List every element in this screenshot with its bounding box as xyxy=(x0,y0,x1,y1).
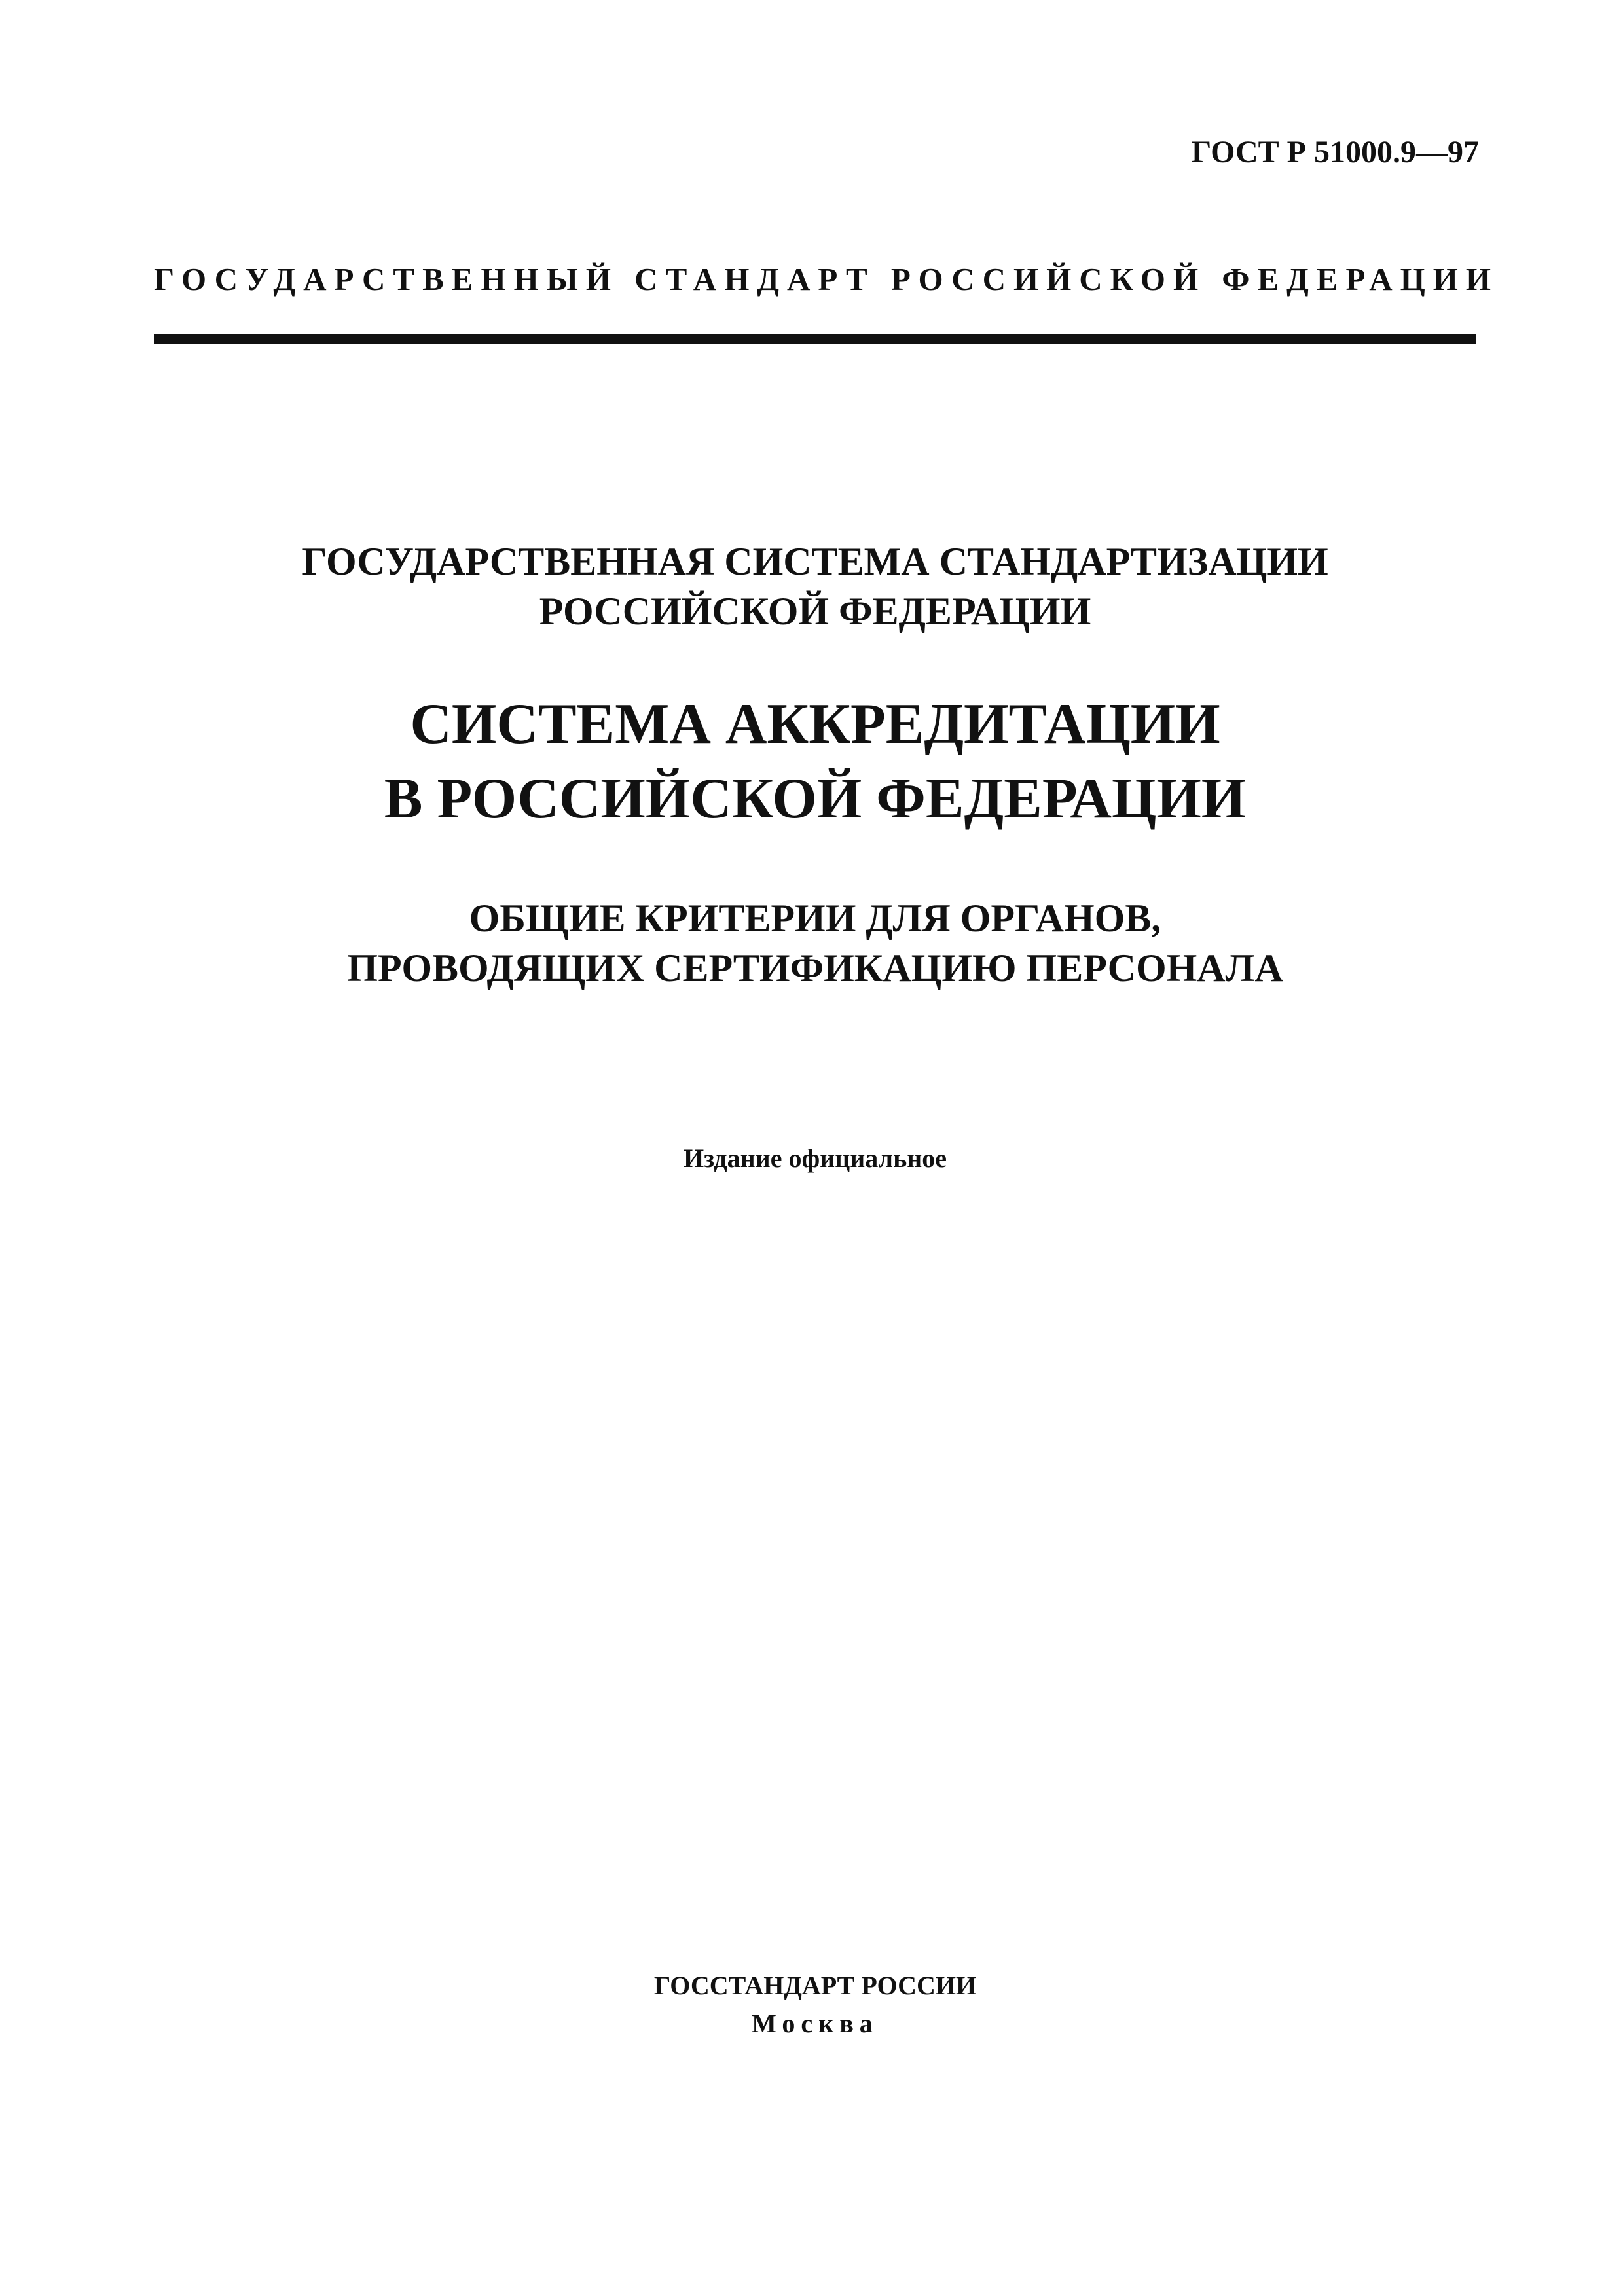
subtitle xyxy=(154,893,1476,993)
main-title-line: СИСТЕМА АККРЕДИТАЦИИ xyxy=(410,692,1220,756)
main-title xyxy=(154,687,1476,836)
system-title xyxy=(154,537,1476,636)
system-title-line: ГОСУДАРСТВЕННАЯ СИСТЕМА СТАНДАРТИЗАЦИИ xyxy=(302,540,1328,583)
main-title-line: В РОССИЙСКОЙ ФЕДЕРАЦИИ xyxy=(384,767,1247,831)
subtitle-line: ОБЩИЕ КРИТЕРИИ ДЛЯ ОРГАНОВ, xyxy=(469,897,1161,940)
publisher-city: Москва xyxy=(752,2009,879,2038)
subtitle-line: ПРОВОДЯЩИХ СЕРТИФИКАЦИЮ ПЕРСОНАЛА xyxy=(347,946,1283,990)
standard-number: ГОСТ Р 51000.9—97 xyxy=(1191,135,1479,170)
system-title-line: РОССИЙСКОЙ ФЕДЕРАЦИИ xyxy=(539,590,1091,633)
header-divider xyxy=(154,334,1476,344)
publisher-name: ГОССТАНДАРТ РОССИИ xyxy=(653,1971,977,2000)
publisher-block xyxy=(154,1967,1476,2043)
header-title: ГОСУДАРСТВЕННЫЙ СТАНДАРТ РОССИЙСКОЙ ФЕДЕРАЦИИ xyxy=(154,261,1499,297)
edition-note: Издание официальное xyxy=(683,1143,947,1173)
